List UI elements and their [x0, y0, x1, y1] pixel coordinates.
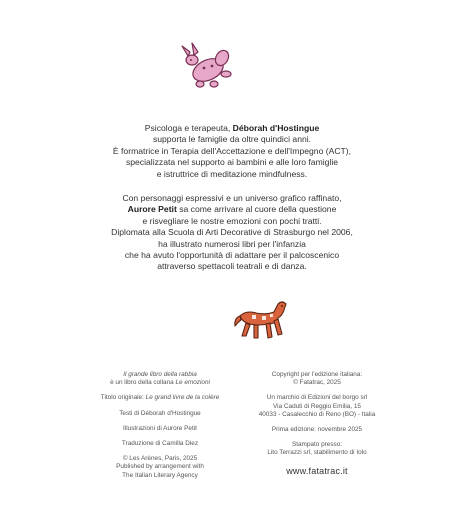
bunny-illustration-icon — [174, 40, 238, 92]
illustrator-bio-line: che ha avuto l'opportunità di adattare per il palcoscenico — [124, 250, 340, 261]
credits-left-column — [92, 371, 228, 480]
series-line-prefix: è un libro della collana — [110, 379, 176, 387]
author-bio-line: supporta le famiglie da oltre quindici anni. — [152, 134, 312, 145]
author-bio-line: specializzata nel supporto ai bambini e alle loro famiglie — [125, 157, 339, 168]
original-title: Le grand livre de la colère — [145, 394, 220, 402]
author-bio-line: È formatrice in Terapia dell'Accettazione e dell'Impegno (ACT), — [112, 145, 352, 156]
credits-right-column — [242, 371, 392, 477]
printed-label: Stampato presso: — [291, 441, 343, 449]
series-title: Il grande libro della rabbia — [123, 371, 197, 378]
website-link[interactable]: www.fatatrac.it — [286, 465, 348, 476]
illustrator-name: Aurore Petit — [127, 204, 177, 215]
original-copyright: © Les Arènes, Paris, 2025 — [122, 455, 198, 463]
copyright-holder: © Fatatrac, 2025 — [293, 379, 341, 387]
author-bio-prefix: Psicologa e terapeuta, — [144, 123, 233, 133]
publisher-line: Un marchio di Edizioni del borgo srl — [266, 394, 368, 402]
original-title-prefix: Titolo originale: — [100, 394, 146, 402]
author-bio — [20, 123, 444, 180]
address-line: 40033 - Casalecchio di Reno (BO) - Italia — [258, 410, 376, 418]
copyright-label: Copyright per l'edizione italiana: — [271, 371, 363, 378]
address-line: Via Caduti di Reggio Emilia, 15 — [273, 402, 361, 410]
texts-credit: Testi di Déborah d'Hostingue — [119, 409, 201, 417]
illustrator-bio — [20, 193, 444, 273]
horse-illustration-icon — [232, 296, 290, 342]
illustrator-bio-line: e risvegliare le nostre emozioni con pochi tratti. — [142, 215, 322, 226]
author-name: Déborah d'Hostingue — [232, 123, 320, 133]
published-by: Published by arrangement with — [116, 463, 204, 471]
translation-credit: Traduzione di Camilla Diez — [121, 440, 199, 448]
series-name: Le emozioni — [175, 379, 210, 387]
printer-name: Lito Terrazzi srl, stabilimento di Iolo — [267, 449, 367, 457]
illustrator-bio-suffix: sa come arrivare al cuore della questione — [176, 204, 337, 215]
first-edition: Prima edizione: novembre 2025 — [271, 426, 363, 434]
illustrator-bio-line: Diplomata alla Scuola di Arti Decorative di Strasburgo nel 2006, — [111, 227, 353, 238]
author-bio-line: e istruttrice di meditazione mindfulness. — [156, 168, 308, 179]
illustrations-credit: Illustrazioni di Aurore Petit — [123, 424, 197, 432]
illustrator-bio-line: ha illustrato numerosi libri per l'infanzia — [158, 238, 306, 249]
agency-name: The Italian Literary Agency — [122, 471, 198, 479]
illustrator-bio-line: Con personaggi espressivi e un universo grafico raffinato, — [122, 193, 342, 203]
illustrator-bio-line: attraverso spettacoli teatrali e di danza. — [157, 261, 307, 272]
